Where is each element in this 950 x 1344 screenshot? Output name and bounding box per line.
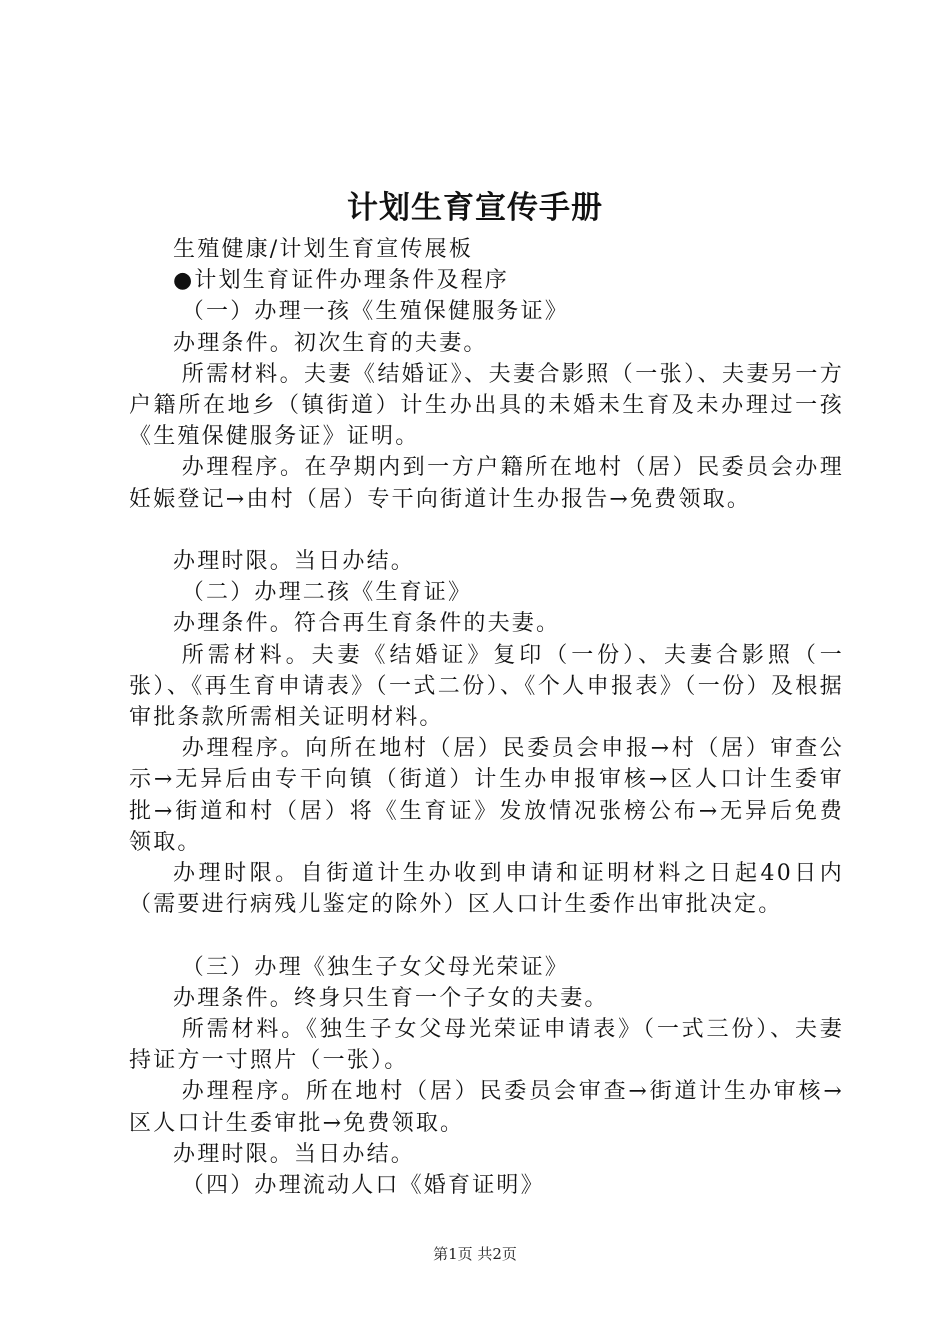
- page-indicator: 第1页 共2页: [433, 1245, 517, 1263]
- paragraph-timelimit-3: 办理时限。当日办结。: [173, 1141, 416, 1167]
- paragraph-materials-3: 所需材料。《独生子女父母光荣证申请表》（一式三份）、夫妻持证方一寸照片（一张）。: [129, 1017, 844, 1074]
- paragraph-timelimit-2: 办理时限。自街道计生办收到申请和证明材料之日起40日内（需要进行病残儿鉴定的除外）区人口计生委作出审批决定。: [129, 861, 844, 918]
- paragraph-conditions-3: 办理条件。终身只生育一个子女的夫妻。: [173, 985, 609, 1011]
- heading-item-3: （三）办理《独生子女父母光荣证》: [181, 954, 569, 980]
- paragraph-procedure-1: 办理程序。在孕期内到一方户籍所在地村（居）民委员会办理妊娠登记→由村（居）专干向街道计生办报告→免费领取。: [129, 455, 844, 512]
- paragraph-section-heading: ●计划生育证件办理条件及程序: [173, 268, 509, 294]
- document-body: [129, 234, 844, 1201]
- page-title: 计划生育宣传手册: [347, 190, 603, 226]
- paragraph-materials-1: 所需材料。夫妻《结婚证》、夫妻合影照（一张）、夫妻另一方户籍所在地乡（镇街道）计生办出具的未婚未生育及未办理过一孩《生殖保健服务证》证明。: [129, 361, 844, 450]
- paragraph-conditions-1: 办理条件。初次生育的夫妻。: [173, 330, 488, 356]
- heading-item-4: （四）办理流动人口《婚育证明》: [181, 1173, 545, 1199]
- heading-item-1: （一）办理一孩《生殖保健服务证》: [181, 299, 569, 325]
- heading-item-2: （二）办理二孩《生育证》: [181, 580, 473, 606]
- paragraph-procedure-2: 办理程序。向所在地村（居）民委员会申报→村（居）审查公示→无异后由专干向镇（街道）计生办申报审核→区人口计生委审批→街道和村（居）将《生育证》发放情况张榜公布→无异后免费领取。: [129, 736, 844, 855]
- paragraph-subtitle: 生殖健康/计划生育宣传展板: [173, 237, 474, 262]
- paragraph-materials-2: 所需材料。夫妻《结婚证》复印（一份）、夫妻合影照（一张）、《再生育申请表》（一式二份）、《个人申报表》（一份）及根据审批条款所需相关证明材料。: [129, 642, 844, 731]
- paragraph-procedure-3: 办理程序。所在地村（居）民委员会审查→街道计生办审核→区人口计生委审批→免费领取。: [129, 1079, 844, 1136]
- paragraph-timelimit-1: 办理时限。当日办结。: [173, 549, 416, 575]
- paragraph-conditions-2: 办理条件。符合再生育条件的夫妻。: [173, 611, 561, 637]
